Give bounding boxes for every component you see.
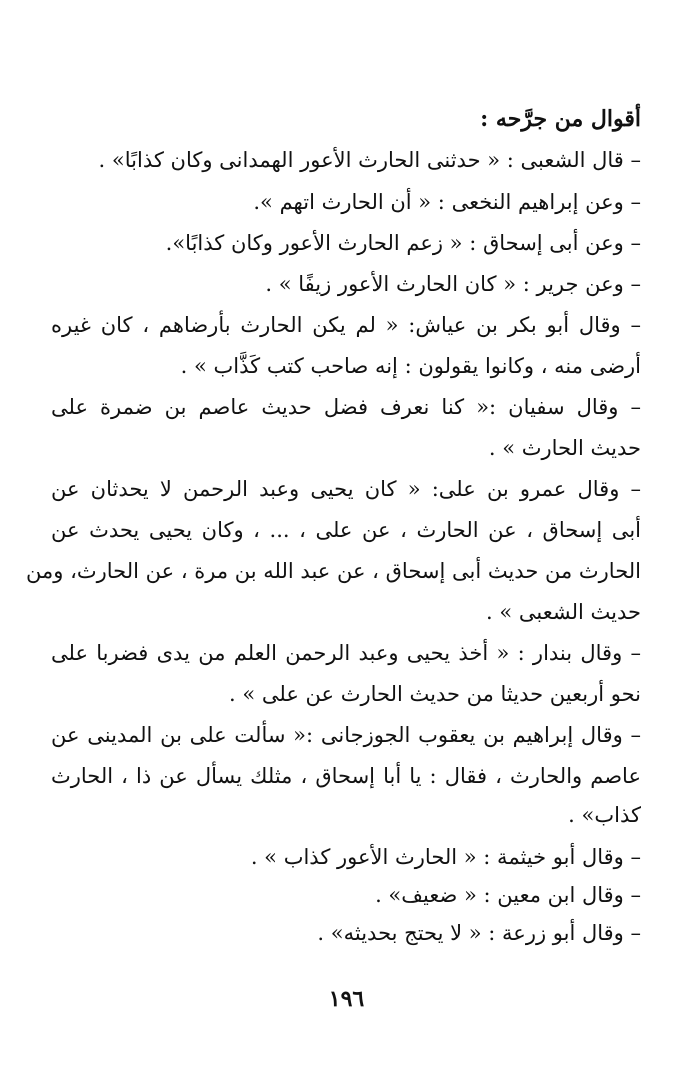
text-line: – وقال إبراهيم بن يعقوب الجوزجانى :« سألت على بن المدينى عن — [51, 723, 641, 747]
text-line: نحو أربعين حديثا من حديث الحارث عن على » . — [228, 682, 641, 706]
text-line: – وعن جرير : « كان الحارث الأعور زيفًا » . — [265, 272, 641, 296]
text-line: الحارث من حديث أبى إسحاق ، عن عبد الله بن مرة ، عن الحارث، ومن — [26, 559, 641, 583]
text-line: – قال الشعبى : « حدثنى الحارث الأعور الهمدانى وكان كذابًا» . — [98, 148, 641, 172]
section-heading: أقوال من جرَّحه : — [480, 106, 641, 132]
text-line: – وعن أبى إسحاق : « زعم الحارث الأعور وكان كذابًا». — [165, 231, 641, 255]
text-line: أبى إسحاق ، عن الحارث ، عن على ، ... ، وكان يحيى يحدث عن — [51, 518, 641, 542]
text-line: – وقال عمرو بن على: « كان يحيى وعبد الرحمن لا يحدثان عن — [51, 477, 641, 501]
text-line: حديث الحارث » . — [488, 436, 641, 460]
text-line: – وقال بندار : « أخذ يحيى وعبد الرحمن العلم من يدى فضربا على — [51, 641, 641, 665]
text-line: – وقال أبو زرعة : « لا يحتج بحديثه» . — [317, 921, 641, 945]
text-line: كذاب» . — [568, 803, 641, 827]
text-line: – وعن إبراهيم النخعى : « أن الحارث اتهم ». — [253, 190, 641, 214]
text-line: حديث الشعبى » . — [486, 600, 641, 624]
text-line: – وقال أبو بكر بن عياش: « لم يكن الحارث بأرضاهم ، كان غيره — [51, 313, 641, 337]
text-line: عاصم والحارث ، فقال : يا أبا إسحاق ، مثلك يسأل عن ذا ، الحارث — [51, 764, 641, 788]
text-line: – وقال ابن معين : « ضعيف» . — [375, 883, 641, 907]
text-line: – وقال أبو خيثمة : « الحارث الأعور كذاب » . — [250, 845, 641, 869]
text-line: – وقال سفيان :« كنا نعرف فضل حديث عاصم بن ضمرة على — [51, 395, 641, 419]
text-line: أرضى منه ، وكانوا يقولون : إنه صاحب كتب كَذَّاب » . — [180, 354, 641, 378]
page-number: ١٩٦ — [328, 986, 365, 1012]
